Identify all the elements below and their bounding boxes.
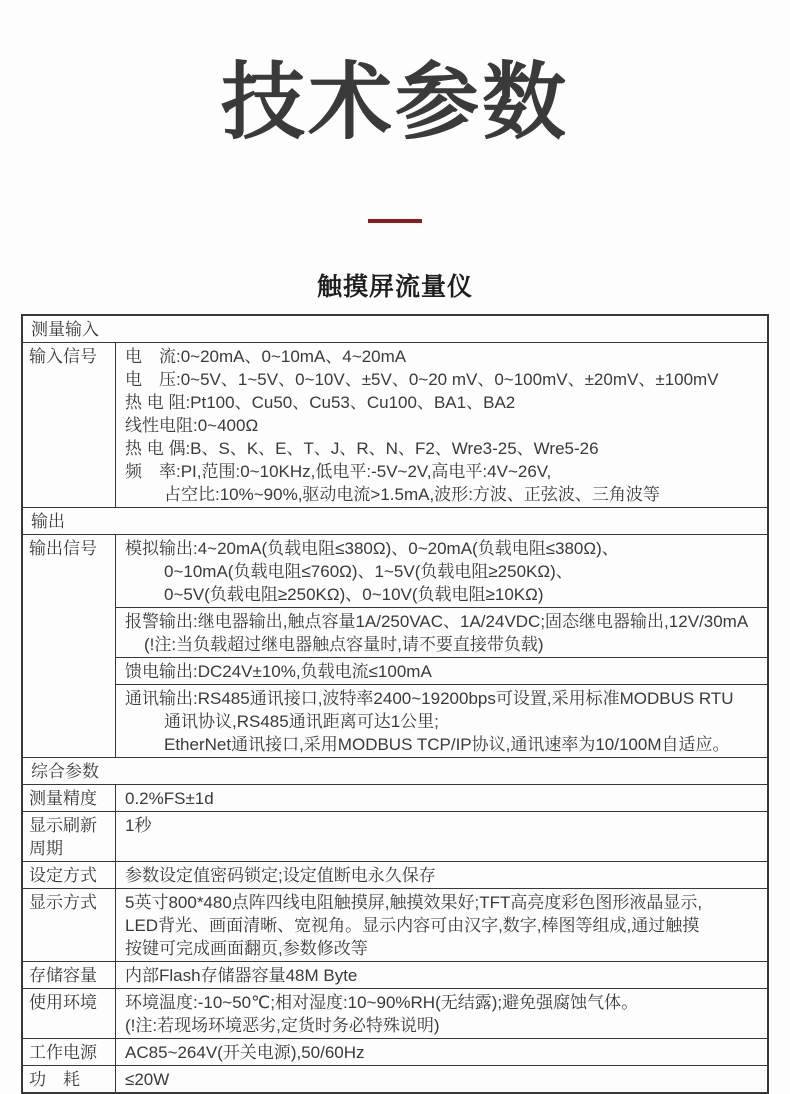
row-content (116, 812, 767, 861)
row-content (116, 1039, 767, 1065)
accent-divider (368, 219, 422, 223)
row-label: 显示方式 (23, 889, 116, 961)
spec-line: 通讯输出:RS485通讯接口,波特率2400~19200bps可设置,采用标准MODBUS RTU (125, 689, 734, 709)
spec-row (23, 534, 767, 757)
spec-table (21, 314, 769, 1094)
section-row: 输出 (23, 507, 767, 534)
spec-line: (!注:若现场环境恶劣,定货时务必特殊说明) (125, 1016, 440, 1036)
row-label: 功 耗 (23, 1066, 116, 1092)
spec-block (116, 343, 767, 507)
row-label: 测量精度 (23, 785, 116, 811)
row-content (116, 962, 767, 988)
spec-line: (!注:当负载超过继电器触点容量时,请不要直接带负载) (144, 635, 544, 655)
spec-block (116, 962, 767, 988)
spec-row (23, 1065, 767, 1092)
spec-block (116, 989, 767, 1038)
spec-line: 0~10mA(负载电阻≤760Ω)、1~5V(负载电阻≥250KΩ)、 (164, 562, 573, 582)
spec-line: 内部Flash存储器容量48M Byte (125, 966, 358, 986)
spec-block (116, 785, 767, 811)
row-label: 输出信号 (23, 535, 116, 757)
spec-line: 0.2%FS±1d (125, 789, 214, 809)
spec-line: 电 流:0~20mA、0~10mA、4~20mA (125, 347, 407, 367)
row-label: 工作电源 (23, 1039, 116, 1065)
spec-line: 通讯协议,RS485通讯距离可达1公里; (164, 712, 439, 732)
spec-block (116, 1039, 767, 1065)
section-row: 综合参数 (23, 757, 767, 784)
row-label: 输入信号 (23, 343, 116, 507)
spec-block (116, 535, 767, 607)
spec-line: 模拟输出:4~20mA(负载电阻≤380Ω)、0~20mA(负载电阻≤380Ω)、 (125, 539, 619, 559)
spec-line: 按键可完成画面翻页,参数修改等 (125, 939, 368, 959)
row-content (116, 535, 767, 757)
spec-row (23, 888, 767, 961)
spec-row (23, 784, 767, 811)
spec-block (116, 607, 767, 657)
row-content (116, 989, 767, 1038)
spec-row (23, 861, 767, 888)
spec-block (116, 889, 767, 961)
page-header (0, 0, 790, 304)
row-label: 存储容量 (23, 962, 116, 988)
spec-line: 5英寸800*480点阵四线电阻触摸屏,触摸效果好;TFT高亮度彩色图形液晶显示, (125, 893, 703, 913)
row-content (116, 343, 767, 507)
spec-line: EtherNet通讯接口,采用MODBUS TCP/IP协议,通讯速率为10/100M自适应。 (164, 735, 730, 755)
spec-block (116, 812, 767, 861)
spec-line: 馈电输出:DC24V±10%,负载电流≤100mA (125, 662, 432, 682)
spec-line: 电 压:0~5V、1~5V、0~10V、±5V、0~20 mV、0~100mV、±20mV、±100mV (125, 370, 719, 390)
spec-row (23, 811, 767, 861)
row-label: 设定方式 (23, 862, 116, 888)
spec-block (116, 862, 767, 888)
spec-block (116, 1066, 767, 1092)
row-content (116, 1066, 767, 1092)
spec-line: 参数设定值密码锁定;设定值断电永久保存 (125, 866, 436, 886)
spec-line: 占空比:10%~90%,驱动电流>1.5mA,波形:方波、正弦波、三角波等 (164, 485, 660, 505)
spec-line: 频 率:PI,范围:0~10KHz,低电平:-5V~2V,高电平:4V~26V, (125, 462, 552, 482)
spec-line: 线性电阻:0~400Ω (125, 416, 259, 436)
row-content (116, 862, 767, 888)
spec-line: 0~5V(负载电阻≥250KΩ)、0~10V(负载电阻≥10KΩ) (164, 585, 544, 605)
spec-row (23, 961, 767, 988)
section-row: 测量输入 (31, 320, 99, 340)
spec-row (23, 988, 767, 1038)
spec-line: 报警输出:继电器输出,触点容量1A/250VAC、1A/24VDC;固态继电器输出,12V/30mA (125, 612, 749, 632)
product-subtitle: 触摸屏流量仪 (316, 273, 473, 302)
spec-block (116, 657, 767, 684)
spec-line: 热 电 偶:B、S、K、E、T、J、R、N、F2、Wre3-25、Wre5-26 (125, 439, 599, 459)
row-content (116, 785, 767, 811)
spec-line: 热 电 阻:Pt100、Cu50、Cu53、Cu100、BA1、BA2 (125, 393, 516, 413)
spec-line: LED背光、画面清晰、宽视角。显示内容可由汉字,数字,棒图等组成,通过触摸 (125, 916, 700, 936)
spec-row (23, 1038, 767, 1065)
spec-row (23, 342, 767, 507)
spec-line: 1秒 (125, 816, 152, 836)
row-label: 显示刷新周期 (23, 812, 116, 861)
row-content (116, 889, 767, 961)
spec-line: 环境温度:-10~50℃;相对湿度:10~90%RH(无结露);避免强腐蚀气体。 (125, 993, 639, 1013)
spec-line: ≤20W (125, 1070, 170, 1090)
spec-line: AC85~264V(开关电源),50/60Hz (125, 1043, 365, 1063)
page-title: 技术参数 (220, 55, 569, 149)
spec-block (116, 684, 767, 757)
row-label: 使用环境 (23, 989, 116, 1038)
